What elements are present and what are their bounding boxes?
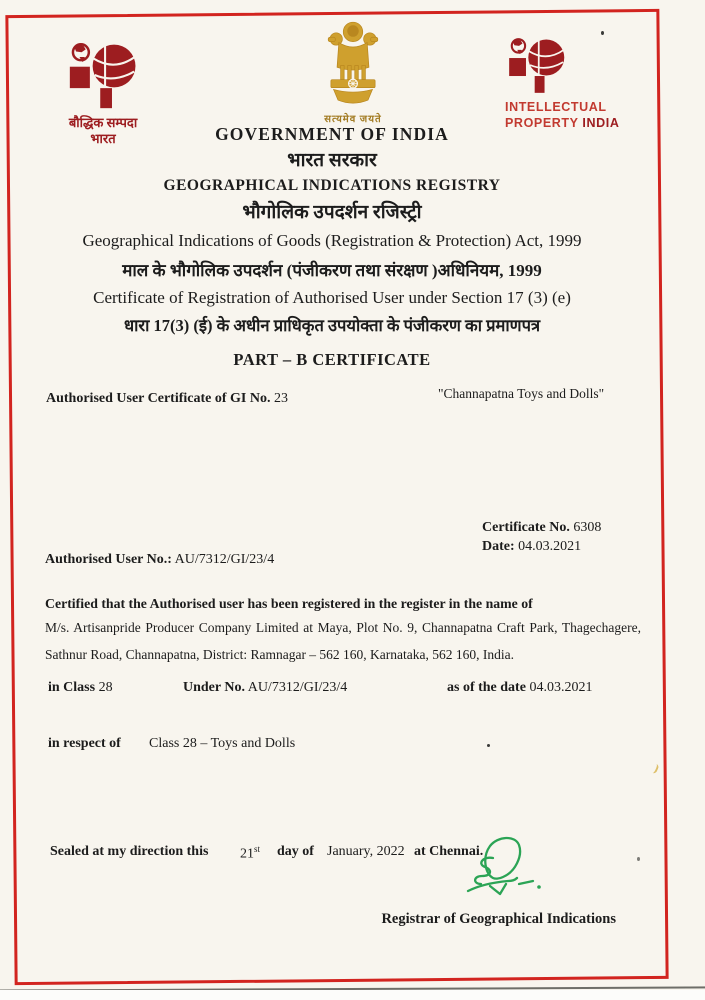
certificate-date-label: Date:	[482, 539, 515, 554]
ashoka-emblem-icon	[317, 95, 389, 112]
state-emblem	[286, 16, 420, 125]
certificate-number-value: 6308	[573, 520, 602, 535]
authorised-user-number-value: AU/7312/GI/23/4	[174, 552, 275, 567]
section-title: Certificate of Registration of Authorised User under Section 17 (3) (e)	[93, 288, 571, 307]
certificate-number-block	[482, 518, 601, 556]
government-of-india-title-hindi: भारत सरकार	[287, 150, 377, 171]
authorised-user-number-line	[45, 552, 274, 568]
scan-artifact-dot	[601, 31, 604, 35]
seal-day-number: 21	[240, 846, 254, 862]
registrant-address: M/s. Artisanpride Producer Company Limited at Maya, Plot No. 9, Channapatna Craft Park, Thagechagere, Sathnur Road, Channapatna, District: Ramnagar – 562 160, Karnataka, 562 160, India.	[45, 620, 641, 662]
right-logo-india: INDIA	[582, 116, 620, 130]
certificate-number-label: Certificate No.	[482, 520, 570, 535]
seal-day-ordinal: st	[254, 844, 261, 854]
ip-india-logo-icon	[65, 97, 141, 114]
in-class-value: 28	[98, 680, 113, 695]
as-of-date-label: as of the date	[447, 680, 526, 695]
as-of-date-value: 04.03.2021	[529, 680, 593, 695]
authorised-user-number-label: Authorised User No.:	[45, 552, 172, 567]
intellectual-property-india-logo-icon	[505, 81, 569, 98]
gi-number-value: 23	[273, 391, 288, 406]
emblem-motto: सत्यमेव जयते	[324, 114, 382, 125]
under-no-label: Under No.	[183, 680, 245, 695]
gi-number-label: Authorised User Certificate of GI No.	[46, 391, 271, 406]
ip-india-logo-right	[505, 36, 665, 131]
right-logo-text-line1: INTELLECTUAL	[505, 100, 607, 114]
certificate-number-line	[482, 518, 601, 537]
gi-name: "Channapatna Toys and Dolls"	[438, 386, 605, 401]
scan-artifact-dot	[637, 857, 640, 861]
act-title: Geographical Indications of Goods (Registration & Protection) Act, 1999	[82, 231, 582, 250]
seal-day	[240, 844, 260, 863]
in-respect-of-label: in respect of	[48, 736, 121, 751]
registrar-title: Registrar of Geographical Indications	[381, 911, 616, 927]
in-class-label: in Class	[48, 680, 96, 695]
scan-artifact-mark	[647, 762, 659, 775]
section-title-hindi: धारा 17(3) (ई) के अधीन प्राधिकृत उपयोक्ता के पंजीकरण का प्रमाणपत्र	[123, 316, 541, 335]
government-of-india-title: GOVERNMENT OF INDIA	[215, 124, 449, 144]
scan-artifact-dot	[487, 744, 490, 747]
gi-number-line	[46, 391, 288, 407]
certificate-date-line	[482, 537, 601, 556]
seal-place: at Chennai.	[414, 844, 484, 859]
seal-day-of-label: day of	[277, 844, 314, 859]
registrar-signature-icon	[462, 833, 554, 912]
registry-title-hindi: भौगोलिक उपदर्शन रजिस्ट्री	[242, 202, 422, 223]
left-logo-text-line1: बौद्धिक सम्पदा	[68, 115, 138, 130]
certified-statement: Certified that the Authorised user has been registered in the register in the name of	[45, 596, 533, 611]
as-of-date-group	[447, 680, 592, 696]
in-class-group	[48, 680, 113, 696]
sealed-prefix: Sealed at my direction this	[50, 844, 209, 859]
right-logo-property: PROPERTY	[505, 116, 579, 130]
seal-month: January, 2022	[327, 844, 405, 859]
scanner-background	[0, 990, 705, 1000]
under-no-group	[183, 680, 347, 696]
in-respect-of-value: Class 28 – Toys and Dolls	[149, 736, 296, 751]
left-logo-text-line2: भारत	[90, 131, 116, 146]
certificate-date-value: 04.03.2021	[518, 539, 582, 554]
act-title-hindi: माल के भौगोलिक उपदर्शन (पंजीकरण तथा संरक्षण )अधिनियम, 1999	[122, 261, 542, 280]
registry-title: GEOGRAPHICAL INDICATIONS REGISTRY	[163, 177, 501, 194]
part-b-certificate-title: PART – B CERTIFICATE	[233, 350, 431, 369]
under-no-value: AU/7312/GI/23/4	[247, 680, 348, 695]
